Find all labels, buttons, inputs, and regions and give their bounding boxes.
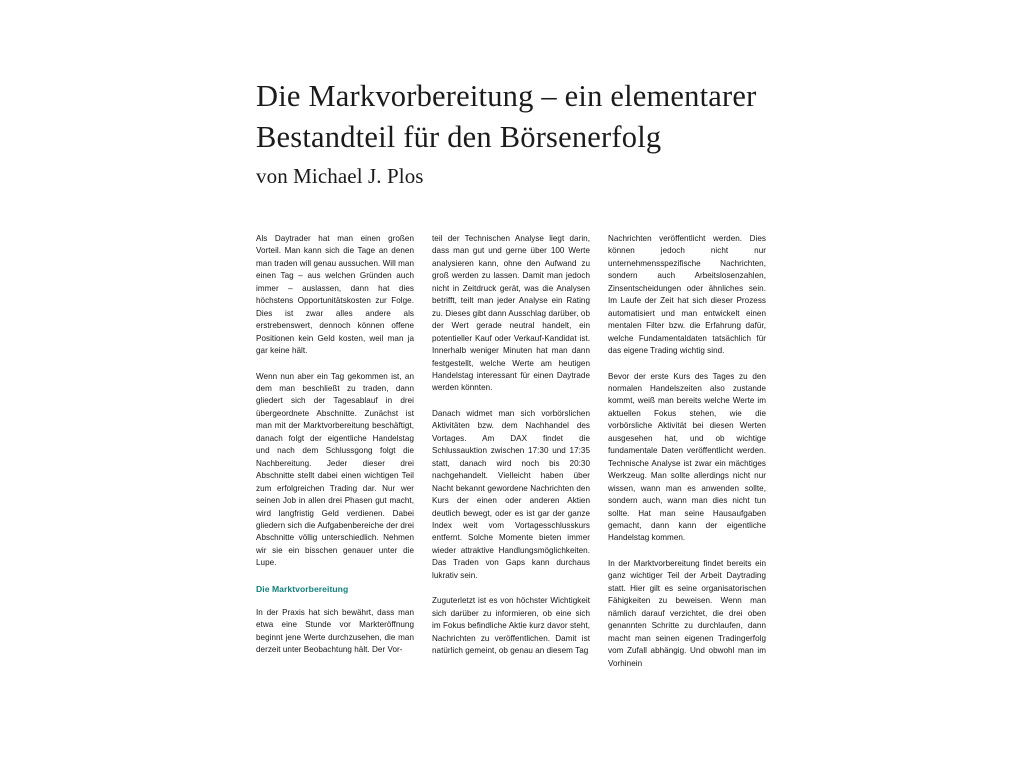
paragraph: Danach widmet man sich vorbörslichen Aktivitäten bzw. dem Nachhandel des Vortages. Am DAX findet die Schlussauktion zwischen 17:30 und 17:35 statt, danach wird noch bis 20:30 nachgehandelt. Vielleicht haben über Nacht bekannt gewordene Nachrichten den Kurs der einen oder anderen Aktien deutlich bewegt, oder es ist gar der ganze Index weit vom Vortagesschlusskurs entfernt. Solche Momente bieten immer wieder attraktive Handlungsmöglichkeiten. Das Traden von Gaps kann durchaus lukrativ sein. — [432, 408, 590, 580]
title-line-1: Die Markvorbereitung – ein elementarer — [256, 79, 757, 113]
article-author: von Michael J. Plos — [256, 164, 424, 188]
article-header — [256, 76, 796, 190]
paragraph: In der Marktvorbereitung findet bereits ein ganz wichtiger Teil der Arbeit Daytrading statt. Hier gilt es seine organisatorischen Fähigkeiten zu beweisen. Wenn man nämlich darauf verzichtet, die drei oben genannten Schritte zu durchlaufen, dann macht man seinen eigenen Tradingerfolg vom Zufall abhängig. Und obwohl man im Vorhinein — [608, 558, 766, 668]
section-heading: Die Marktvorbereitung — [256, 583, 349, 594]
paragraph: Zuguterletzt ist es von höchster Wichtigkeit sich darüber zu informieren, ob eine sich im Fokus befindliche Aktie kurz davor steht, Nachrichten zu veröffentlichen. Damit ist natürlich gemeint, ob genau an diesem Tag — [432, 596, 590, 656]
paragraph: Als Daytrader hat man einen großen Vorteil. Man kann sich die Tage an denen man traden will genau aussuchen. Will man einen Tag – aus welchen Gründen auch immer – auslassen, dann hat dies höchstens Opportunitätskosten zur Folge. Dies ist zwar alles andere als erstrebenswert, dennoch können offene Positionen kein Geld kosten, weil man ja gar keine hält. — [256, 234, 414, 356]
title-line-2: Bestandteil für den Börsenerfolg — [256, 120, 662, 154]
paragraph: In der Praxis hat sich bewährt, dass man etwa eine Stunde vor Markteröffnung beginnt jene Werte durchzusehen, die man derzeit unter Beobachtung hält. Der Vor- — [256, 607, 414, 655]
page-title — [256, 76, 796, 158]
text-column-3 — [608, 233, 766, 748]
paragraph: teil der Technischen Analyse liegt darin, dass man gut und gerne über 100 Werte analysieren kann, ohne den Aufwand zu groß werden zu lassen. Damit man jedoch nicht in Zeitdruck gerät, was die Analysen betrifft, teilt man jeder Analyse ein Rating zu. Dieses gibt dann Ausschlag darüber, ob der Wert gerade neutral handelt, ein potentieller Kauf oder Verkauf-Kandidat ist. Innerhalb weniger Minuten hat man dann festgestellt, welche Werte am heutigen Handelstag interessant für einen Daytrade werden könnten. — [432, 234, 590, 393]
paragraph: Bevor der erste Kurs des Tages zu den normalen Handelszeiten also zustande kommt, weiß man bereits welche Werte im aktuellen Fokus stehen, wie die vorbörsliche Aktivität bei diesen Werten ausgesehen hat, und ob wichtige fundamentale Daten veröffentlicht werden. Technische Analyse ist zwar ein mächtiges Werkzeug. Man sollte allerdings nicht nur wissen, wann man es anwenden sollte, sondern auch, wann man dies nicht tun sollte. Hat man seine Hausaufgaben gemacht, dann kann der eigentliche Handelstag kommen. — [608, 371, 766, 543]
paragraph: Nachrichten veröffentlicht werden. Dies können jedoch nicht nur unternehmensspezifische Nachrichten, sondern auch Arbeitslosenzahlen, Zinsentscheidungen oder ähnliches sein. Im Laufe der Zeit hat sich dieser Prozess automatisiert und man entwickelt einen mentalen Filter bzw. die Erfahrung dafür, welche Fundamentaldaten tatsächlich für das eigene Trading wichtig sind. — [608, 234, 766, 356]
text-column-1 — [256, 233, 414, 748]
paragraph: Wenn nun aber ein Tag gekommen ist, an dem man beschließt zu traden, dann gliedert sich der Tagesablauf in drei übergeordnete Abschnitte. Zunächst ist man mit der Marktvorbereitung beschäftigt, danach folgt der eigentliche Handelstag und nach dem Schlussgong folgt die Nachbereitung. Jeder dieser drei Abschnitte stellt dabei einen wichtigen Teil zum erfolgreichen Trading dar. Nur wer seinen Job in allen drei Phasen gut macht, wird langfristig Geld verdienen. Dabei gliedern sich die Aufgabenbereiche der drei Abschnitte völlig unterschiedlich. Nehmen wir sie ein bisschen genauer unter die Lupe. — [256, 371, 414, 568]
article-body — [256, 233, 776, 748]
text-column-2 — [432, 233, 590, 748]
